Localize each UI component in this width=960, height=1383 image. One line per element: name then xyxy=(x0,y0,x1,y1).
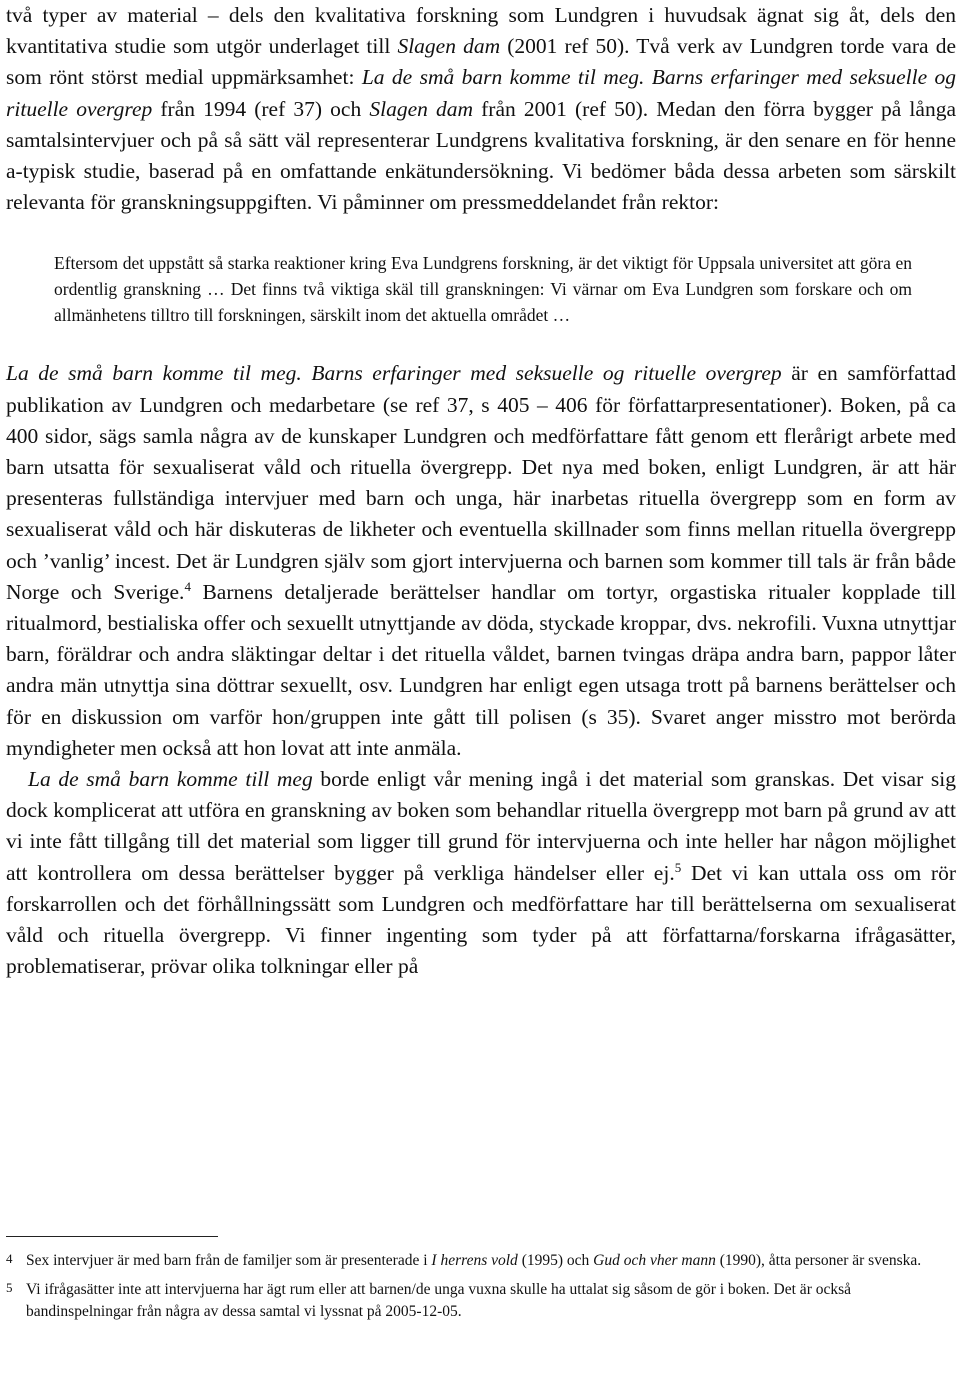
footnote-5 xyxy=(6,1279,956,1323)
footnote-separator xyxy=(6,1236,218,1237)
paragraph-1-text-a: två typer av material – dels den kvalitativa forskning som Lundgren i huvudsak ägnat sig åt, dels den kvantitativa studie som utgör underlaget till xyxy=(6,3,956,59)
paragraph-3-text-b: Det vi kan uttala oss om rör forskarrollen och det förhållningssätt som Lundgren och medförfattare har till berättelserna om sexualiserat våld och rituella övergrepp. Vi finner ingenting som tyder på att författarna/forskarna ifrågasätter, problematiserar, prövar olika tolkningar eller på xyxy=(6,860,956,979)
footnote-text xyxy=(26,1279,956,1323)
paragraph-1-text-c: från 1994 (ref 37) och xyxy=(152,96,370,121)
footnote-text xyxy=(26,1250,956,1272)
paragraph-3-text-a: borde enligt vår mening ingå i det material som granskas. Det visar sig dock komplicerat att utföra en granskning av boken som behandlar rituella övergrepp mot barn på grund av att vi inte fått tillgång till det material som ligger till grund för intervjuerna och inte heller har någon möjlighet att kontrollera om dessa berättelser bygger på verkliga händelser eller ej. xyxy=(6,767,956,885)
footnote-number: 5 xyxy=(6,1280,13,1295)
paragraph-1-text-b: (2001 ref 50). Två verk av Lundgren torde vara de som rönt störst medial uppmärksamhet: xyxy=(6,34,957,90)
footnote-number: 4 xyxy=(6,1251,13,1266)
footnote-ref-4[interactable]: 4 xyxy=(184,578,191,594)
paragraph-1-text-d: från 2001 (ref 50). Medan den förra bygger på långa samtalsintervjuer och på så sätt väl representerar Lundgrens kvalitativa forskning, är den senare en för henne a-typisk studie, baserad på en omfattande enkätundersökning. Vi bedömer båda dessa arbeten som särskilt relevanta för granskningsuppgiften. Vi påminner om pressmeddelandet från rektor: xyxy=(6,96,956,215)
paragraph-3 xyxy=(6,764,956,982)
book-title-slagen-dam-2: Slagen dam xyxy=(369,96,474,121)
footnote-5-text-a: Vi ifrågasätter inte att intervjuerna har ägt rum eller att barnen/de unga vuxna skulle ha uttalat sig såsom de gör i boken. Det är också bandinspelningar från några av dessa samtal vi lyssnat på 2005-12-05. xyxy=(26,1281,852,1320)
footnote-4-text-b: (1995) och xyxy=(517,1252,594,1269)
footnote-4-text-c: (1990), åtta personer är svenska. xyxy=(715,1252,922,1269)
document-page xyxy=(6,0,956,982)
footnote-4-book-title-2: Gud och vher mann xyxy=(593,1252,716,1269)
block-quote-wrapper xyxy=(6,250,956,328)
footnote-4-book-title-1: I herrens vold xyxy=(431,1252,518,1269)
book-title-la-de-sma-barn: La de små barn komme til meg. Barns erfaringer med seksuelle og rituelle overgrep xyxy=(6,65,957,121)
paragraph-2-book-title: La de små barn komme til meg. Barns erfaringer med seksuelle og rituelle overgrep xyxy=(6,361,782,386)
book-title-slagen-dam: Slagen dam xyxy=(397,34,501,59)
paragraph-2-text-b: Barnens detaljerade berättelser handlar om tortyr, orgastiska ritualer kopplade till ritualmord, bestialiska offer och sexuellt utnyttjande av döda, styckade kroppar, dvs. nekrofili. Vuxna utnyttjar barn, föräldrar och andra släktingar deltar i det rituella våldet, barnen tvingas dräpa andra barn, pappor låter andra män utnyttja sina döttrar sexuellt, osv. Lundgren har enligt egen utsaga trott på barnens berättelser och för en diskussion om varför hon/gruppen inte gått till polisen (s 35). Svaret anger misstro mot berörda myndigheter men också att hon lovat att inte anmäla. xyxy=(6,579,956,760)
footnote-4-text-a: Sex intervjuer är med barn från de familjer som är presenterade i xyxy=(26,1252,432,1269)
footnote-ref-5[interactable]: 5 xyxy=(674,859,682,875)
footnotes-section xyxy=(6,1250,956,1330)
paragraph-3-book-title: La de små barn komme till meg xyxy=(28,767,313,792)
paragraph-2 xyxy=(6,358,956,764)
paragraph-1 xyxy=(6,0,956,218)
footnote-4 xyxy=(6,1250,956,1272)
block-quote: Eftersom det uppstått så starka reaktioner kring Eva Lundgrens forskning, är det viktigt för Uppsala universitet att göra en ordentlig granskning … Det finns två viktiga skäl till granskningen: Vi värnar om Eva Lundgren som forskare och om allmänhetens tilltro till forskningen, särskilt inom det aktuella området … xyxy=(54,253,912,326)
paragraph-2-text-a: är en samförfattad publikation av Lundgren och medarbetare (se ref 37, s 405 – 406 för författarpresentationer). Boken, på ca 400 sidor, sägs samla några av de kunskaper Lundgren och medförfattare fått genom ett flerårigt arbete med barn utsatta för sexualiserat våld och rituella övergrepp. Det nya med boken, enligt Lundgren, är att här presenteras fullständiga intervjuer med barn och unga, här inarbetas rituella övergrepp som en form av sexualiserat våld och här diskuteras de likheter och eventuella skillnader som finns mellan rituella övergrepp och ’vanlig’ incest. Det är Lundgren själv som gjort intervjuerna och barnen som kommer till tals är från både Norge och Sverige. xyxy=(6,361,957,604)
